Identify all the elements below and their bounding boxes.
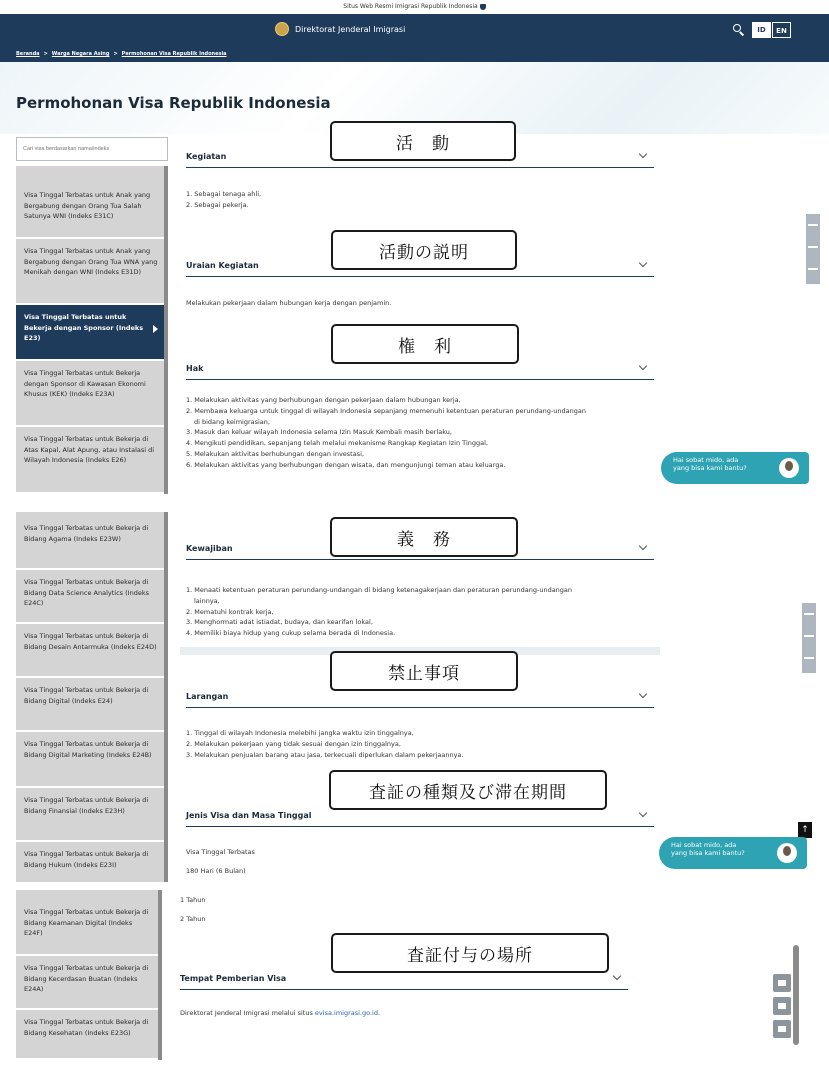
accordion-title: Kegiatan: [186, 152, 227, 161]
avatar-icon: [777, 843, 797, 863]
list-item: 2. Membawa keluarga untuk tinggal di wilayah Indonesia sepanjang memenuhi ketentuan peraturan perundang-undangan: [186, 406, 586, 415]
accordion-title: Jenis Visa dan Masa Tinggal: [186, 811, 312, 820]
print-icon[interactable]: [773, 974, 791, 992]
breadcrumb-separator: >: [43, 51, 48, 57]
chevron-down-icon: [639, 259, 647, 267]
breadcrumb: [0, 46, 829, 62]
list-item: 2. Melakukan pekerjaan yang tidak sesuai dengan izin tinggalnya,: [186, 739, 401, 748]
shield-icon: [480, 4, 486, 10]
breadcrumb-current[interactable]: Permohonan Visa Republik Indonesia: [121, 51, 227, 57]
accordion-title: Kewajiban: [186, 544, 233, 553]
kewajiban-content: [186, 585, 654, 639]
sidebar-item-e31c[interactable]: Visa Tinggal Terbatas untuk Anak yang Bergabung dengan Orang Tua Salah Satunya WNI (Indeks E31C): [16, 183, 166, 239]
accordion-title: Larangan: [186, 692, 229, 701]
list-item: 3. Menghormati adat istiadat, budaya, dan kearifan lokal,: [186, 618, 373, 627]
sidebar-item-e24b[interactable]: Visa Tinggal Terbatas untuk Bekerja di Bidang Digital Marketing (Indeks E24B): [16, 732, 166, 788]
mail-icon[interactable]: [773, 997, 791, 1015]
stay-duration: 1 Tahun: [180, 896, 206, 904]
sidebar-item-e23g[interactable]: Visa Tinggal Terbatas untuk Bekerja di Bidang Kesehatan (Indeks E23G): [16, 1010, 158, 1060]
sidebar-item-e26[interactable]: Visa Tinggal Terbatas untuk Bekerja di Atas Kapal, Alat Apung, atau Instalasi di Wilayah Indonesia (Indeks E26): [16, 427, 166, 494]
main-navbar: [0, 14, 829, 46]
chevron-down-icon: [639, 542, 647, 550]
list-item: 4. Memiliki biaya hidup yang cukup selama berada di Indonesia.: [186, 629, 396, 638]
mail-icon[interactable]: [804, 635, 814, 637]
brand[interactable]: [275, 22, 405, 36]
breadcrumb-home[interactable]: Beranda: [16, 51, 40, 57]
list-item: 5. Melakukan aktivitas berhubungan dengan investasi,: [186, 449, 364, 458]
list-item: 1. Sebagai tenaga ahli,: [186, 190, 262, 198]
annotation-hak: 権 利: [331, 324, 519, 364]
share-toolbar: [806, 214, 820, 284]
breadcrumb-wna[interactable]: Warga Negara Asing: [51, 51, 110, 57]
uraian-content: Melakukan pekerjaan dalam hubungan kerja dengan penjamin.: [186, 299, 392, 307]
sidebar-item-e23[interactable]: [16, 305, 166, 361]
tempat-text-end: .: [377, 1009, 381, 1017]
chat-text: Hai sobat mido, ada yang bisa kami bantu?: [673, 456, 747, 472]
list-item: 2. Mematuhi kontrak kerja,: [186, 607, 274, 616]
jenis-visa-content: [186, 847, 654, 877]
list-item: 1. Tinggal di wilayah Indonesia melebihi jangka waktu izin tinggalnya,: [186, 729, 414, 737]
larangan-content: [186, 728, 654, 760]
arrow-right-icon: [153, 325, 158, 333]
accordion-title: Tempat Pemberian Visa: [180, 974, 287, 983]
sidebar-item-e24[interactable]: Visa Tinggal Terbatas untuk Bekerja di Bidang Digital (Indeks E24): [16, 678, 166, 732]
sidebar-item-e24c[interactable]: Visa Tinggal Terbatas untuk Bekerja di Bidang Data Science Analytics (Indeks E24C): [16, 570, 166, 624]
stay-duration: 180 Hari (6 Bulan): [186, 866, 246, 875]
screenshot-divider: [0, 882, 829, 890]
lang-id-button[interactable]: ID: [752, 22, 771, 38]
chevron-down-icon: [639, 690, 647, 698]
sidebar-scrollbar[interactable]: [164, 512, 168, 882]
sidebar-item-e23a[interactable]: Visa Tinggal Terbatas untuk Bekerja dengan Sponsor di Kawasan Ekonomi Khusus (KEK) (Indeks E23A): [16, 361, 166, 427]
annotation-uraian: 活動の説明: [331, 230, 517, 270]
sidebar-scrollbar[interactable]: [164, 166, 168, 494]
evisa-link[interactable]: evisa.imigrasi.go.id: [314, 1009, 378, 1017]
scroll-top-button[interactable]: ↑: [798, 822, 812, 838]
chat-widget[interactable]: [661, 452, 809, 484]
emblem-icon: [275, 22, 289, 36]
avatar-icon: [779, 458, 799, 478]
screenshot-divider: [0, 496, 829, 510]
search-icon[interactable]: [733, 24, 745, 36]
annotation-kewajiban: 義 務: [330, 517, 518, 557]
page-scrollbar[interactable]: [793, 945, 799, 1045]
share-icon[interactable]: [804, 657, 814, 659]
sidebar-item-e24f[interactable]: Visa Tinggal Terbatas untuk Bekerja di Bidang Keamanan Digital (Indeks E24F): [16, 900, 158, 956]
share-toolbar: [802, 603, 816, 673]
mail-icon[interactable]: [808, 246, 818, 248]
visa-sidebar: [16, 890, 158, 1060]
annotation-kegiatan: 活 動: [330, 121, 516, 161]
official-notice-text: Situs Web Resmi Imigrasi Republik Indonesia: [343, 3, 478, 10]
chat-text: Hai sobat mido, ada yang bisa kami bantu?: [671, 841, 745, 857]
kegiatan-content: [186, 189, 654, 211]
accordion-title: Hak: [186, 364, 204, 373]
sidebar-item-label: Visa Tinggal Terbatas untuk Bekerja dengan Sponsor (Indeks E23): [24, 313, 144, 342]
tempat-text: Direktorat Jenderal Imigrasi melalui situs: [180, 1009, 315, 1017]
chevron-down-icon: [613, 972, 621, 980]
list-item-continuation: lainnya,: [194, 596, 220, 605]
stay-duration: 2 Tahun: [180, 914, 206, 923]
chevron-down-icon: [639, 809, 647, 817]
lang-en-button[interactable]: EN: [772, 22, 791, 38]
list-item: 3. Melakukan penjualan barang atau jasa, terkecuali diperlukan dalam pekerjaannya.: [186, 750, 464, 759]
jenis-visa-content: [180, 895, 648, 925]
chevron-down-icon: [639, 362, 647, 370]
visa-sidebar: [16, 166, 166, 494]
visa-search-input[interactable]: [16, 137, 168, 161]
breadcrumb-separator: >: [113, 51, 118, 57]
accordion-title: Uraian Kegiatan: [186, 261, 259, 270]
annotation-larangan: 禁止事項: [330, 651, 518, 691]
list-item: 6. Melakukan aktivitas yang berhubungan dengan wisata, dan mengunjungi teman atau keluarga.: [186, 460, 506, 469]
brand-name: Direktorat Jenderal Imigrasi: [295, 24, 406, 34]
list-item-continuation: di bidang keimigrasian,: [194, 417, 270, 426]
share-icon[interactable]: [773, 1020, 791, 1038]
annotation-jenis-visa: 査証の種類及び滞在期間: [329, 770, 607, 810]
sidebar-item-e23h[interactable]: Visa Tinggal Terbatas untuk Bekerja di Bidang Finansial (Indeks E23H): [16, 788, 166, 842]
sidebar-item-e31d[interactable]: Visa Tinggal Terbatas untuk Anak yang Bergabung dengan Orang Tua WNA yang Menikah dengan WNI (Indeks E31D): [16, 239, 166, 305]
visa-type: Visa Tinggal Terbatas: [186, 848, 255, 856]
sidebar-item-e23i[interactable]: Visa Tinggal Terbatas untuk Bekerja di Bidang Hukum (Indeks E23I): [16, 842, 166, 882]
hak-content: [186, 395, 654, 471]
chevron-down-icon: [639, 150, 647, 158]
visa-sidebar: [16, 512, 166, 882]
share-icon[interactable]: [808, 268, 818, 270]
sidebar-item-e23w[interactable]: Visa Tinggal Terbatas untuk Bekerja di Bidang Agama (Indeks E23W): [16, 516, 166, 570]
chat-widget[interactable]: [659, 837, 807, 869]
print-icon[interactable]: [804, 613, 814, 615]
sidebar-item-e24d[interactable]: Visa Tinggal Terbatas untuk Bekerja di Bidang Desain Antarmuka (Indeks E24D): [16, 624, 166, 678]
print-icon[interactable]: [808, 224, 818, 226]
official-notice: [0, 0, 829, 14]
list-item: 4. Mengikuti pendidikan, sepanjang telah melalui mekanisme Rangkap Kegiatan Izin Tinggal,: [186, 439, 488, 448]
list-item: 1. Menaati ketentuan peraturan perundang-undangan di bidang ketenagakerjaan dan peraturan perundang-undangan: [186, 586, 573, 594]
annotation-tempat: 査証付与の場所: [331, 933, 609, 973]
page-title: Permohonan Visa Republik Indonesia: [16, 94, 331, 112]
list-item: 3. Masuk dan keluar wilayah Indonesia selama Izin Masuk Kembali masih berlaku,: [186, 428, 452, 437]
list-item: 2. Sebagai pekerja.: [186, 200, 249, 209]
sidebar-item-e24a[interactable]: Visa Tinggal Terbatas untuk Bekerja di Bidang Kecerdasan Buatan (Indeks E24A): [16, 956, 158, 1010]
sidebar-scrollbar[interactable]: [158, 890, 162, 1060]
list-item: 1. Melakukan aktivitas yang berhubungan dengan pekerjaan dalam hubungan kerja,: [186, 396, 461, 404]
tempat-content: [180, 1008, 648, 1019]
